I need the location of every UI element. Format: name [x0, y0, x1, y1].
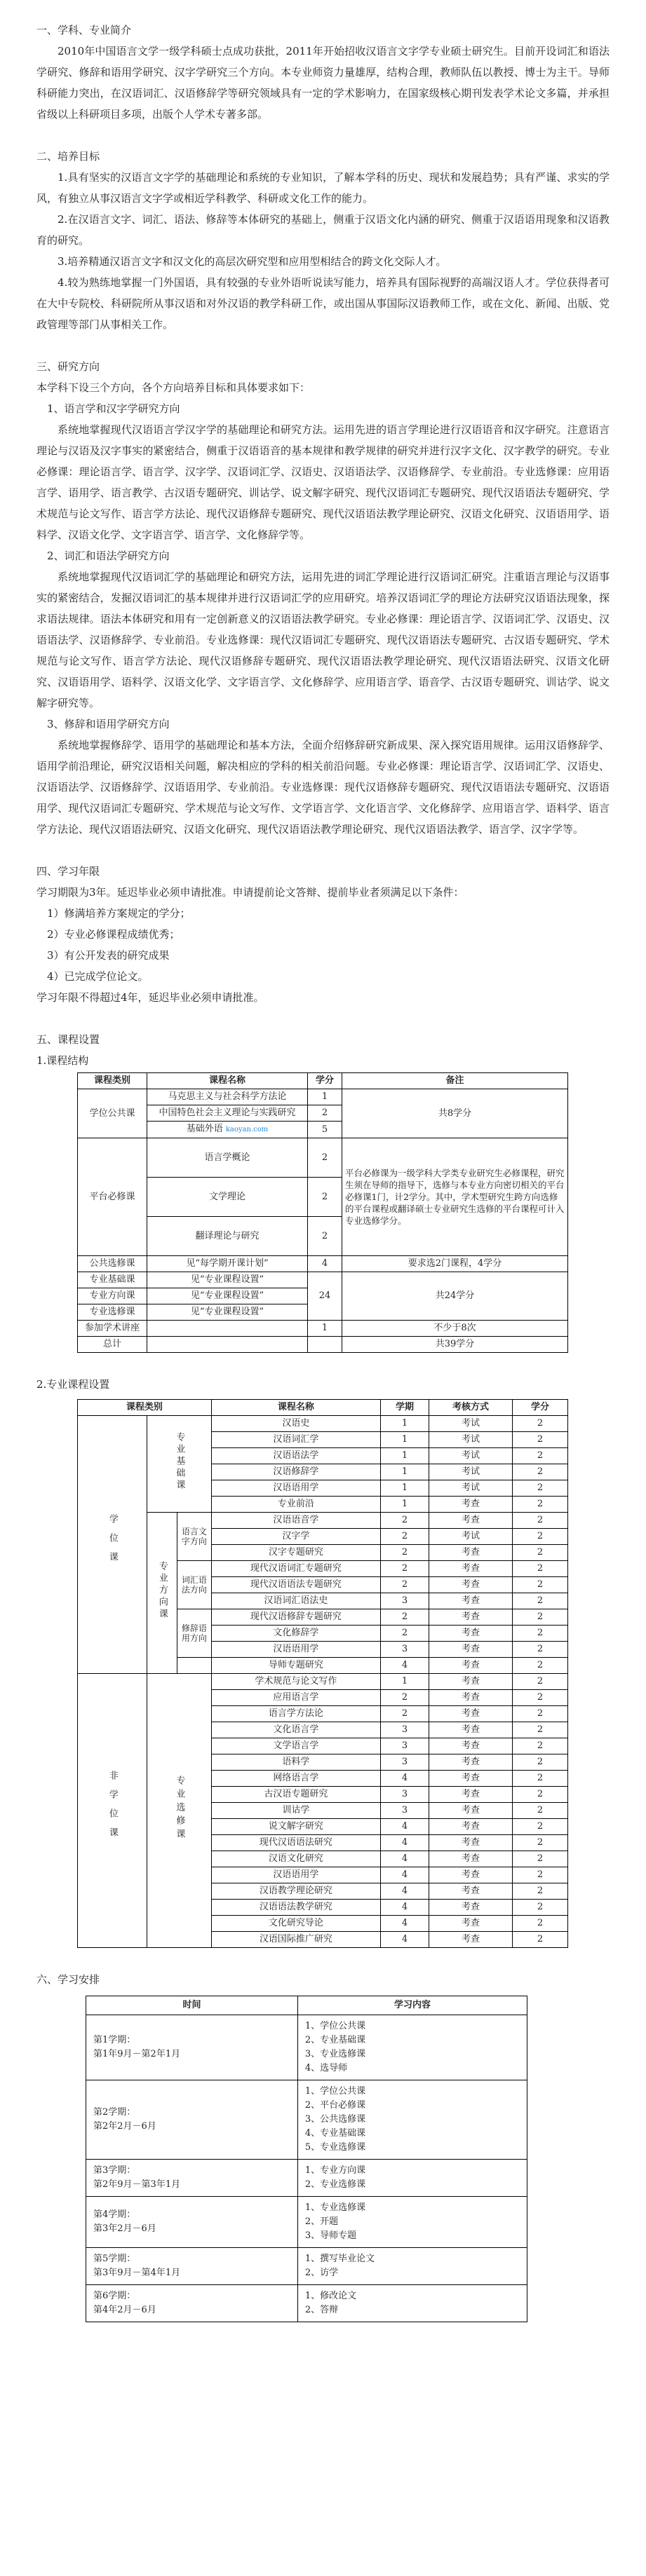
course-cell	[147, 1337, 308, 1353]
assessment-cell: 考查	[429, 1513, 513, 1529]
section-title: 四、学习年限	[36, 865, 100, 878]
table-header: 学期	[381, 1400, 429, 1416]
table-row	[78, 1256, 568, 1272]
credit-cell: 2	[513, 1464, 568, 1480]
time-cell	[86, 2197, 298, 2248]
assessment-cell: 考查	[429, 1658, 513, 1674]
semester-cell: 4	[381, 1916, 429, 1932]
section-title: 六、学习安排	[36, 1973, 100, 1986]
category-cell: 参加学术讲座	[78, 1321, 147, 1337]
direction-title: 2、词汇和语法学研究方向	[47, 550, 170, 562]
course-cell	[147, 1321, 308, 1337]
semester-cell: 1	[381, 1497, 429, 1513]
credit-cell: 2	[513, 1642, 568, 1658]
assessment-cell: 考试	[429, 1416, 513, 1432]
content-line: 1、专业选修课	[304, 2202, 366, 2213]
paragraph: 4.较为熟练地掌握一门外国语，具有较强的专业外语听说读写能力，培养具有国际视野的高端汉语人才。学位获得者可在大中专院校、科研院所从事汉语和对外汉语的教学科研工作，或出国从事国际汉语教师工作，或在文化、新闻、出版、党政管理等部门从事相关工作。	[36, 276, 610, 331]
paragraph: 学习年限不得超过4年，延迟毕业必须申请批准。	[36, 991, 264, 1004]
assessment-cell: 考查	[429, 1883, 513, 1900]
course-cell: 汉字学	[211, 1529, 380, 1545]
course-cell: 学术规范与论文写作	[211, 1674, 380, 1690]
note-cell: 共24学分	[342, 1272, 568, 1321]
credit-cell: 2	[513, 1900, 568, 1916]
table-header-row	[86, 1996, 527, 2015]
course-cell: 汉语词汇语法史	[211, 1593, 380, 1609]
assessment-cell: 考查	[429, 1900, 513, 1916]
semester-cell: 3	[381, 1803, 429, 1819]
time-line: 第6学期：	[93, 2291, 136, 2301]
note-cell: 要求选2门课程，4学分	[342, 1256, 568, 1272]
paragraph: 系统地掌握现代汉语语言学汉字学的基础理论和研究方法。运用先进的语言学理论进行汉语语音和汉字研究。注意语言理论与汉语及汉字事实的紧密结合，侧重于汉语语音的基本规律和教学规律的研究并进行汉字文化、汉字教学的研究。专业必修课：理论语言学、语言学、汉字学、汉语词汇学、汉语史、汉语语法学、汉语修辞学、专业前沿。专业选修课：应用语言学、语用学、语言教学、古汉语专题研究、训诂学、说文解字研究、现代汉语词汇专题研究、现代汉语语法专题研究、学术规范与论文写作、语言学方法论、现代汉语修辞专题研究、现代汉语语法教学理论研究、汉语文化研究、汉语语用学、语料学、汉语文化学、文字语言学、语言学、文化修辞学等。	[36, 423, 610, 541]
table-header: 课程名称	[211, 1400, 380, 1416]
group-cell: 修辞语用方向	[177, 1609, 211, 1658]
credit-cell: 1	[308, 1089, 342, 1105]
section-title: 一、学科、专业简介	[36, 24, 132, 36]
content-line: 1、学位公共课	[304, 2086, 366, 2097]
semester-cell: 4	[381, 1867, 429, 1883]
table-row	[86, 2197, 527, 2248]
course-cell: 汉语语法学	[211, 1448, 380, 1464]
assessment-cell: 考查	[429, 1545, 513, 1561]
table-row	[86, 2285, 527, 2322]
assessment-cell: 考查	[429, 1690, 513, 1706]
schedule-body	[86, 2015, 527, 2322]
content-line: 3、导师专题	[304, 2230, 357, 2241]
assessment-cell: 考试	[429, 1529, 513, 1545]
section-directions	[36, 356, 610, 840]
assessment-cell: 考查	[429, 1722, 513, 1738]
credit-cell: 2	[513, 1916, 568, 1932]
list-item: 3）有公开发表的研究成果	[47, 949, 170, 962]
assessment-cell: 考查	[429, 1851, 513, 1867]
assessment-cell: 考查	[429, 1787, 513, 1803]
table-row	[78, 1674, 568, 1690]
time-line: 第3年2月－6月	[93, 2223, 156, 2234]
course-cell: 马克思主义与社会科学方法论	[147, 1089, 308, 1105]
credit-cell: 2	[513, 1432, 568, 1448]
credit-cell: 2	[513, 1674, 568, 1690]
content-line: 2、专业选修课	[304, 2179, 366, 2190]
table-header: 时间	[86, 1996, 298, 2015]
assessment-cell: 考查	[429, 1609, 513, 1626]
time-line: 第4年2月－6月	[93, 2305, 156, 2315]
table-header: 课程类别	[78, 1400, 212, 1416]
watermark: kaoyan.com	[225, 1126, 269, 1133]
content-line: 1、专业方向课	[304, 2165, 366, 2176]
course-cell: 现代汉语词汇专题研究	[211, 1561, 380, 1577]
section-title: 三、研究方向	[36, 360, 100, 373]
table-header-row	[78, 1073, 568, 1089]
course-cell: 文化语言学	[211, 1722, 380, 1738]
table-row	[78, 1337, 568, 1353]
course-cell: 见“每学期开课计划”	[147, 1256, 308, 1272]
paragraph: 本学科下设三个方向，各个方向培养目标和具体要求如下：	[36, 381, 311, 394]
credit-cell: 2	[308, 1217, 342, 1256]
semester-cell: 4	[381, 1658, 429, 1674]
credit-cell: 2	[513, 1706, 568, 1722]
semester-cell: 4	[381, 1835, 429, 1851]
table-row	[86, 2080, 527, 2160]
assessment-cell: 考查	[429, 1819, 513, 1835]
course-cell: 现代汉语修辞专题研究	[211, 1609, 380, 1626]
course-cell: 汉字专题研究	[211, 1545, 380, 1561]
credit-cell: 2	[308, 1178, 342, 1217]
semester-cell: 2	[381, 1706, 429, 1722]
section-title: 二、培养目标	[36, 150, 100, 163]
paragraph: 1.具有坚实的汉语言文字学的基础理论和系统的专业知识，了解本学科的历史、现状和发展趋势；具有严谨、求实的学风，有独立从事汉语言文字学或相近学科教学、科研或文化工作的能力。	[36, 171, 610, 205]
assessment-cell: 考查	[429, 1738, 513, 1754]
subcategory-cell	[147, 1674, 211, 1948]
course-cell	[147, 1122, 308, 1138]
table-header: 学习内容	[297, 1996, 527, 2015]
time-cell	[86, 2248, 298, 2285]
assessment-cell: 考查	[429, 1593, 513, 1609]
semester-cell: 3	[381, 1787, 429, 1803]
content-line: 5、专业选修课	[304, 2142, 366, 2153]
time-line: 第1学期：	[93, 2035, 136, 2045]
list-item: 1）修满培养方案规定的学分；	[47, 907, 191, 920]
time-line: 第3年9月－第4年1月	[93, 2268, 181, 2278]
semester-cell: 2	[381, 1609, 429, 1626]
credit-cell: 2	[308, 1138, 342, 1178]
assessment-cell: 考试	[429, 1464, 513, 1480]
course-cell: 语言学概论	[147, 1138, 308, 1178]
table-title: 1.课程结构	[36, 1054, 89, 1067]
credit-cell: 4	[308, 1256, 342, 1272]
credit-cell: 2	[513, 1626, 568, 1642]
semester-cell: 1	[381, 1480, 429, 1497]
assessment-cell: 考试	[429, 1448, 513, 1464]
subcategory-label: 专业方向课	[156, 1561, 168, 1621]
content-line: 4、专业基础课	[304, 2128, 366, 2139]
section-courses	[36, 1029, 610, 1948]
course-cell: 现代汉语语法研究	[211, 1835, 380, 1851]
credit-cell: 2	[513, 1577, 568, 1593]
course-cell: 汉语国际推广研究	[211, 1932, 380, 1948]
course-cell: 文学语言学	[211, 1738, 380, 1754]
content-cell	[297, 2248, 527, 2285]
credit-cell: 2	[513, 1754, 568, 1771]
schedule-table	[86, 1996, 527, 2322]
table-header: 学分	[513, 1400, 568, 1416]
credit-cell: 2	[513, 1593, 568, 1609]
semester-cell: 1	[381, 1674, 429, 1690]
assessment-cell: 考查	[429, 1835, 513, 1851]
table-row	[86, 2160, 527, 2197]
credit-cell: 2	[513, 1803, 568, 1819]
semester-cell: 3	[381, 1593, 429, 1609]
course-cell: 汉语修辞学	[211, 1464, 380, 1480]
assessment-cell: 考查	[429, 1867, 513, 1883]
course-cell: 汉语史	[211, 1416, 380, 1432]
semester-cell: 3	[381, 1754, 429, 1771]
time-cell	[86, 2080, 298, 2160]
content-cell	[297, 2197, 527, 2248]
table-header: 学分	[308, 1073, 342, 1089]
credit-cell: 2	[513, 1835, 568, 1851]
semester-cell: 1	[381, 1448, 429, 1464]
credit-cell: 2	[513, 1529, 568, 1545]
content-line: 1、撰写毕业论文	[304, 2254, 375, 2264]
table-row	[78, 1089, 568, 1105]
assessment-cell: 考查	[429, 1674, 513, 1690]
semester-cell: 2	[381, 1577, 429, 1593]
course-cell: 文化研究导论	[211, 1916, 380, 1932]
content-line: 3、公共选修课	[304, 2114, 366, 2125]
section-title: 五、课程设置	[36, 1033, 100, 1046]
table-row	[86, 2015, 527, 2080]
assessment-cell: 考查	[429, 1916, 513, 1932]
content-line: 2、平台必修课	[304, 2100, 366, 2111]
course-cell: 汉语语音学	[211, 1513, 380, 1529]
table-row	[86, 2248, 527, 2285]
table-title: 2.专业课程设置	[36, 1378, 110, 1391]
semester-cell: 4	[381, 1883, 429, 1900]
table-row	[78, 1138, 568, 1178]
content-line: 2、专业基础课	[304, 2035, 366, 2045]
credit-cell	[308, 1337, 342, 1353]
content-line: 1、学位公共课	[304, 2021, 366, 2031]
credit-cell: 2	[513, 1787, 568, 1803]
category-cell: 总计	[78, 1337, 147, 1353]
semester-cell: 4	[381, 1771, 429, 1787]
credit-cell: 2	[513, 1722, 568, 1738]
credit-cell: 2	[513, 1513, 568, 1529]
paragraph: 学习期限为3年。延迟毕业必须申请批准。申请提前论文答辩、提前毕业者须满足以下条件：	[36, 886, 464, 899]
table-header: 课程类别	[78, 1073, 147, 1089]
paragraph: 2010年中国语言文学一级学科硕士点成功获批，2011年开始招收汉语言文字学专业硕士研究生。目前开设词汇和语法学研究、修辞和语用学研究、汉字学研究三个方向。本专业师资力量雄厚，结构合理，教师队伍以教授、博士为主干。导师科研能力突出，在汉语词汇、汉语修辞学等研究领域具有一定的学术影响力，在国家级核心期刊发表学术论文多篇，并承担省级以上科研项目多项，出版个人学术专著多部。	[36, 45, 610, 121]
section-goals	[36, 146, 610, 335]
course-cell: 现代汉语语法专题研究	[211, 1577, 380, 1593]
semester-cell: 4	[381, 1900, 429, 1916]
assessment-cell: 考查	[429, 1561, 513, 1577]
course-cell: 网络语言学	[211, 1771, 380, 1787]
time-line: 第5学期：	[93, 2254, 136, 2264]
course-detail-table	[77, 1399, 568, 1948]
semester-cell: 1	[381, 1432, 429, 1448]
credit-cell: 2	[308, 1105, 342, 1122]
assessment-cell: 考查	[429, 1577, 513, 1593]
category-label: 学位课	[107, 1514, 118, 1571]
credit-cell: 2	[513, 1883, 568, 1900]
category-cell: 专业选修课	[78, 1304, 147, 1321]
credit-cell: 2	[513, 1932, 568, 1948]
content-cell	[297, 2285, 527, 2322]
category-cell: 学位公共课	[78, 1089, 147, 1138]
content-line: 2、访学	[304, 2268, 339, 2278]
category-cell	[78, 1416, 147, 1674]
table-header: 备注	[342, 1073, 568, 1089]
category-cell: 专业方向课	[78, 1288, 147, 1304]
time-line: 第2学期：	[93, 2107, 136, 2118]
list-item: 4）已完成学位论文。	[47, 970, 149, 983]
section-duration	[36, 861, 610, 1008]
course-cell: 专业前沿	[211, 1497, 380, 1513]
credit-cell: 2	[513, 1497, 568, 1513]
course-cell: 汉语文化研究	[211, 1851, 380, 1867]
subcategory-cell	[147, 1513, 177, 1674]
category-cell: 公共选修课	[78, 1256, 147, 1272]
content-line: 3、专业选修课	[304, 2049, 366, 2059]
content-line: 1、修改论文	[304, 2291, 357, 2301]
assessment-cell: 考查	[429, 1754, 513, 1771]
table-header: 考核方式	[429, 1400, 513, 1416]
condition-list	[36, 903, 610, 987]
content-line: 4、选导师	[304, 2063, 348, 2073]
course-cell: 语料学	[211, 1754, 380, 1771]
course-cell: 中国特色社会主义理论与实践研究	[147, 1105, 308, 1122]
assessment-cell: 考试	[429, 1432, 513, 1448]
time-cell	[86, 2160, 298, 2197]
course-cell: 见“专业课程设置”	[147, 1272, 308, 1288]
course-name: 基础外语	[186, 1124, 223, 1134]
credit-cell: 24	[308, 1272, 342, 1321]
semester-cell: 2	[381, 1545, 429, 1561]
assessment-cell: 考试	[429, 1480, 513, 1497]
credit-cell: 2	[513, 1609, 568, 1626]
semester-cell: 4	[381, 1932, 429, 1948]
course-cell: 汉语语法教学研究	[211, 1900, 380, 1916]
note-cell: 共39学分	[342, 1337, 568, 1353]
paragraph: 2.在汉语言文字、词汇、语法、修辞等本体研究的基础上，侧重于汉语文化内涵的研究、侧重于汉语语用现象和汉语教育的研究。	[36, 213, 610, 247]
time-line: 第2年2月－6月	[93, 2121, 156, 2132]
time-cell	[86, 2015, 298, 2080]
table-row	[78, 1513, 568, 1529]
course-cell: 汉语语用学	[211, 1480, 380, 1497]
course-cell: 汉语词汇学	[211, 1432, 380, 1448]
content-line: 2、开题	[304, 2216, 339, 2227]
category-cell: 专业基础课	[78, 1272, 147, 1288]
course-cell: 导师专题研究	[211, 1658, 380, 1674]
content-cell	[297, 2015, 527, 2080]
course-cell: 见“专业课程设置”	[147, 1288, 308, 1304]
direction-title: 1、语言学和汉字学研究方向	[47, 402, 180, 415]
credit-cell: 2	[513, 1448, 568, 1464]
semester-cell: 3	[381, 1722, 429, 1738]
time-line: 第2年9月－第3年1月	[93, 2179, 181, 2190]
table-header-row	[78, 1400, 568, 1416]
course-cell: 古汉语专题研究	[211, 1787, 380, 1803]
credit-cell: 2	[513, 1867, 568, 1883]
content-cell	[297, 2080, 527, 2160]
table-row	[78, 1321, 568, 1337]
content-line: 2、答辩	[304, 2305, 339, 2315]
group-cell: 词汇语法方向	[177, 1561, 211, 1609]
note-cell: 共8学分	[342, 1089, 568, 1138]
group-cell	[177, 1658, 211, 1674]
course-cell: 翻译理论与研究	[147, 1217, 308, 1256]
assessment-cell: 考查	[429, 1771, 513, 1787]
group-cell: 语言文字方向	[177, 1513, 211, 1561]
semester-cell: 3	[381, 1738, 429, 1754]
subcategory-label: 专业选修课	[174, 1775, 185, 1842]
course-cell: 见“专业课程设置”	[147, 1304, 308, 1321]
time-line: 第4学期：	[93, 2209, 136, 2220]
category-label: 非学位课	[107, 1771, 118, 1846]
semester-cell: 1	[381, 1416, 429, 1432]
credit-cell: 2	[513, 1771, 568, 1787]
course-cell: 汉语语用学	[211, 1642, 380, 1658]
list-item: 2）专业必修课程成绩优秀；	[47, 928, 180, 941]
subcategory-cell	[147, 1416, 211, 1513]
credit-cell: 1	[308, 1321, 342, 1337]
assessment-cell: 考查	[429, 1706, 513, 1722]
time-cell	[86, 2285, 298, 2322]
direction-title: 3、修辞和语用学研究方向	[47, 718, 170, 730]
assessment-cell: 考查	[429, 1626, 513, 1642]
note-cell: 不少于8次	[342, 1321, 568, 1337]
course-cell: 文化修辞学	[211, 1626, 380, 1642]
credit-cell: 2	[513, 1545, 568, 1561]
semester-cell: 4	[381, 1851, 429, 1867]
credit-cell: 2	[513, 1690, 568, 1706]
course-structure-table	[77, 1072, 568, 1353]
credit-cell: 2	[513, 1480, 568, 1497]
semester-cell: 2	[381, 1626, 429, 1642]
course-detail-body	[78, 1416, 568, 1948]
credit-cell: 2	[513, 1561, 568, 1577]
course-cell: 语言学方法论	[211, 1706, 380, 1722]
assessment-cell: 考查	[429, 1803, 513, 1819]
semester-cell: 2	[381, 1513, 429, 1529]
table-row	[78, 1416, 568, 1432]
section-schedule	[36, 1969, 610, 2322]
semester-cell: 1	[381, 1464, 429, 1480]
course-cell: 应用语言学	[211, 1690, 380, 1706]
assessment-cell: 考查	[429, 1642, 513, 1658]
content-cell	[297, 2160, 527, 2197]
assessment-cell: 考查	[429, 1932, 513, 1948]
semester-cell: 2	[381, 1529, 429, 1545]
course-cell: 文学理论	[147, 1178, 308, 1217]
credit-cell: 2	[513, 1819, 568, 1835]
semester-cell: 2	[381, 1561, 429, 1577]
table-header: 课程名称	[147, 1073, 308, 1089]
credit-cell: 2	[513, 1851, 568, 1867]
time-line: 第3学期：	[93, 2165, 136, 2176]
credit-cell: 2	[513, 1416, 568, 1432]
section-intro	[36, 20, 610, 125]
paragraph: 系统地掌握现代汉语词汇学的基础理论和研究方法，运用先进的词汇学理论进行汉语词汇研究。注重语言理论与汉语事实的紧密结合，发掘汉语词汇的基本规律并进行汉语词汇学的应用研究。培养汉语词汇学的理论方法研究汉语语法现象，探求语法规律。语法本体研究和用有一定创新意义的汉语语法教学研究。专业必修课：理论语言学、汉语词汇学、汉语史、汉语语法学、汉语修辞学、专业前沿。专业选修课：现代汉语词汇专题研究、现代汉语语法专题研究、古汉语专题研究、学术规范与论文写作、语言学方法论、现代汉语修辞专题研究、现代汉语语法教学理论研究、现代汉语语法研究、汉语文化研究、汉语语用学、语料学、汉语文化学、文字语言学、文化修辞学、应用语言学、语音学、古汉语专题研究、训诂学、说文解字研究等。	[36, 571, 610, 709]
paragraph: 3.培养精通汉语言文字和汉文化的高层次研究型和应用型相结合的跨文化交际人才。	[58, 255, 447, 268]
course-cell: 汉语教学理论研究	[211, 1883, 380, 1900]
assessment-cell: 考查	[429, 1497, 513, 1513]
table-row	[78, 1272, 568, 1288]
semester-cell: 3	[381, 1642, 429, 1658]
time-line: 第1年9月－第2年1月	[93, 2049, 181, 2059]
semester-cell: 4	[381, 1819, 429, 1835]
course-cell: 说文解字研究	[211, 1819, 380, 1835]
category-cell	[78, 1674, 147, 1948]
paragraph: 系统地掌握修辞学、语用学的基础理论和基本方法，全面介绍修辞研究新成果、深入探究语用规律。运用汉语修辞学、语用学前沿理论，研究汉语相关问题，解决相应的学科的相关前沿问题。专业必修课：理论语言学、汉语词汇学、汉语史、汉语语法学、汉语修辞学、汉语语用学、专业前沿。专业选修课：现代汉语修辞专题研究、现代汉语语法专题研究、汉语语用学、现代汉语词汇专题研究、学术规范与论文写作、文学语言学、文化语言学、文化修辞学、应用语言学、语料学、语言学方法论、现代汉语语法研究、汉语文化研究、现代汉语语法教学理论研究、现代汉语语法教学、语言学、汉字学等。	[36, 739, 610, 836]
note-cell: 平台必修课为一级学科大学类专业研究生必修课程，研究生须在导师的指导下，选修与本专业方向密切相关的平台必修课1门，计2学分。其中，学术型研究生跨方向选修的平台课程或翻译硕士专业研究生选修的平台课程可计入专业选修学分。	[342, 1138, 568, 1256]
semester-cell: 2	[381, 1690, 429, 1706]
subcategory-label: 专业基础课	[174, 1432, 185, 1492]
credit-cell: 2	[513, 1738, 568, 1754]
course-cell: 训诂学	[211, 1803, 380, 1819]
course-cell: 汉语语用学	[211, 1867, 380, 1883]
category-cell: 平台必修课	[78, 1138, 147, 1256]
credit-cell: 5	[308, 1122, 342, 1138]
credit-cell: 2	[513, 1658, 568, 1674]
